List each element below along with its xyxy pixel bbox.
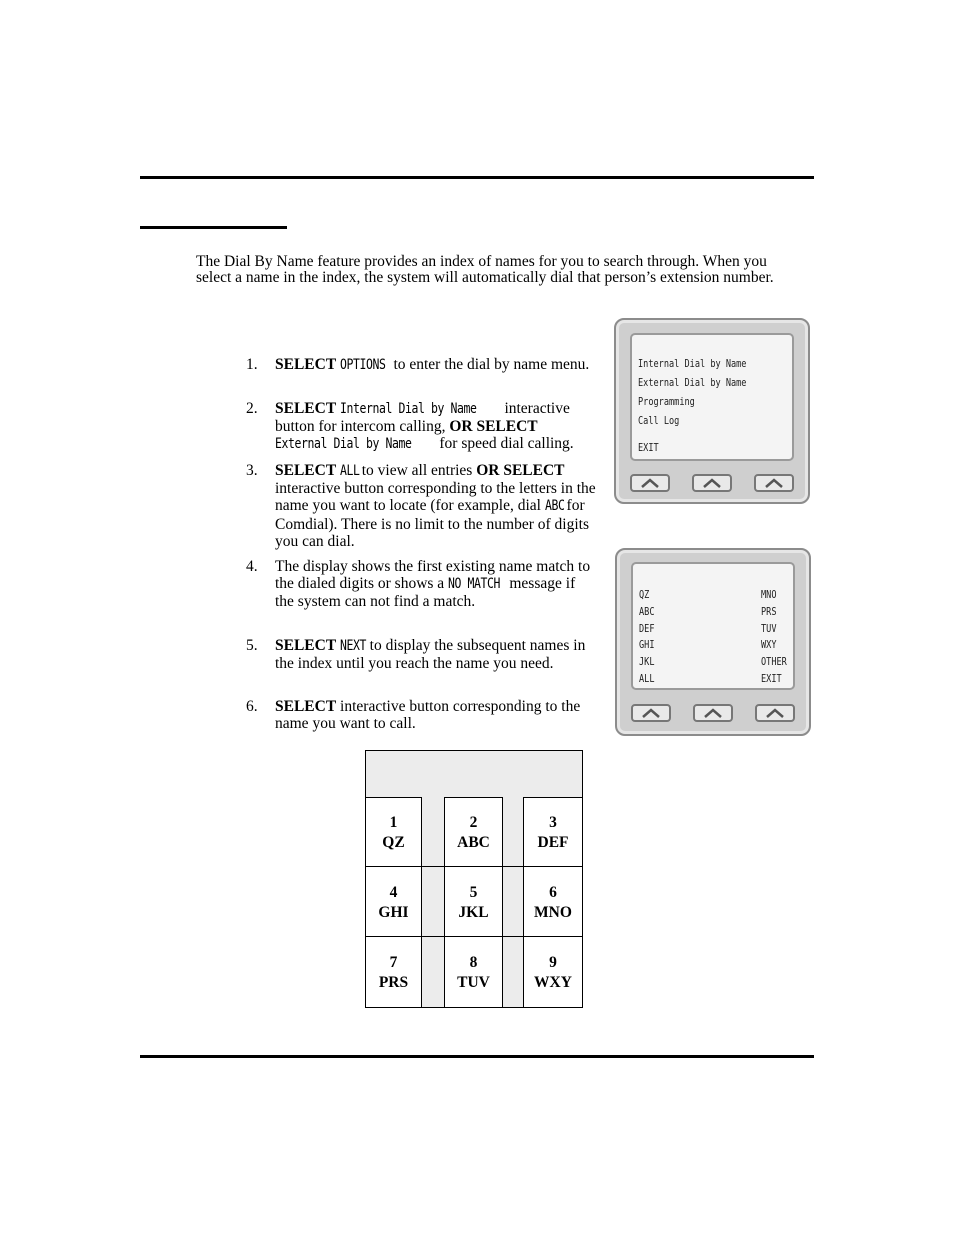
chevron-up-icon [641,707,661,718]
phone-display-menu [614,318,810,504]
section-title-rule [140,226,287,229]
display-label: OPTIONS [340,357,386,373]
keypad-spacer [422,797,445,867]
step-keyword: SELECT [275,356,337,373]
step-text [275,462,596,550]
letter-group-item[interactable]: TUV [761,622,777,635]
display-label: NO MATCH [448,576,501,593]
key-number: 2 [469,814,478,831]
key-number: 7 [389,954,398,971]
letter-group-item[interactable]: OTHER [761,655,787,668]
keypad-table [365,750,583,1008]
letter-group-item[interactable]: QZ [639,588,650,601]
display-label: NEXT [340,638,367,654]
menu-item[interactable]: Internal Dial by Name [638,357,747,370]
keypad-cell-6 [524,867,582,937]
step-text [275,558,596,611]
letter-group-item[interactable]: GHI [639,638,655,651]
chevron-up-icon [765,707,785,718]
key-number: 8 [469,954,478,971]
letter-group-item[interactable]: DEF [639,622,655,635]
keypad-spacer [422,937,445,1007]
keypad-cell-4 [366,867,422,937]
key-number: 3 [549,814,557,831]
keypad-cell-2 [445,797,503,867]
key-number: 1 [389,814,398,831]
lcd-screen [631,562,795,690]
keypad-spacer [503,797,524,867]
display-label: Internal Dial by Name [340,401,477,417]
step-number: 6. [246,698,258,715]
key-letters: QZ [382,834,405,851]
softkey-button[interactable] [754,474,794,492]
letter-group-item[interactable]: EXIT [761,672,782,685]
keypad-cell-3 [524,797,582,867]
step-text [275,400,596,454]
header-rule [140,176,814,179]
step-number: 4. [246,558,258,575]
softkey-button[interactable] [692,474,732,492]
keypad-cell-5 [445,867,503,937]
key-letters: PRS [378,974,409,991]
keypad-table-header [366,751,582,798]
letter-group-item[interactable]: WXY [761,638,777,651]
step-text-run: interactive button for intercom calling, [275,400,570,436]
step-text [275,637,596,672]
key-letters: JKL [458,904,489,921]
lcd-screen [630,333,794,461]
keypad-cell-8 [445,937,503,1007]
step-text-run: for speed dial calling. [435,435,574,453]
keypad-spacer [503,867,524,937]
softkey-button[interactable] [631,704,671,722]
letter-group-item[interactable]: ALL [639,672,655,685]
intro-paragraph: The Dial By Name feature provides an index of names for you to search through. When you select a name in the index, the system will automatically dial that person’s extension number. [196,253,774,286]
keypad-cell-9 [524,937,582,1007]
keypad-spacer [503,937,524,1007]
step-5 [246,637,596,672]
menu-item[interactable]: EXIT [638,441,659,454]
step-keyword: OR SELECT [449,418,538,436]
step-6 [246,698,596,732]
step-text-run: interactive button corresponding to the name you want to call. [275,698,581,733]
chevron-up-icon [703,707,723,718]
step-keyword: SELECT [275,462,337,479]
step-4 [246,558,596,611]
softkey-button[interactable] [755,704,795,722]
step-number: 3. [246,462,258,479]
key-letters: TUV [457,974,490,991]
menu-item[interactable]: Programming [638,395,695,408]
key-number: 5 [469,884,478,901]
step-number: 1. [246,356,258,373]
step-keyword: OR SELECT [476,462,565,479]
step-keyword: SELECT [275,698,337,715]
key-letters: DEF [537,834,569,851]
chevron-up-icon [640,477,660,488]
chevron-up-icon [702,477,722,488]
step-keyword: SELECT [275,400,337,417]
display-label: External Dial by Name [275,436,412,453]
step-text-run: to enter the dial by name menu. [389,356,590,373]
key-letters: ABC [457,834,490,851]
softkey-button[interactable] [693,704,733,722]
key-number: 6 [549,884,557,901]
footer-rule [140,1055,814,1058]
key-number: 4 [389,884,398,901]
menu-item[interactable]: External Dial by Name [638,376,747,389]
letter-group-item[interactable]: ABC [639,605,655,618]
step-2 [246,400,596,454]
letter-group-item[interactable]: JKL [639,655,655,668]
step-text-run: The display shows the first existing name match to the dialed digits or shows a [275,558,591,593]
step-number: 2. [246,400,258,417]
keypad-spacer [422,867,445,937]
key-number: 9 [549,954,557,971]
chevron-up-icon [764,477,784,488]
step-text-run: for Comdial). There is no limit to the number of digits you can dial. [275,497,589,550]
keypad-cell-1 [366,797,422,867]
step-text-run: to display the subsequent names in the index until you reach the name you need. [275,637,586,673]
step-number: 5. [246,637,258,654]
step-keyword: SELECT [275,637,337,654]
key-letters: GHI [378,904,409,921]
key-letters: MNO [534,904,572,921]
letter-group-item[interactable]: MNO [761,588,777,601]
step-text-run: message if the system can not find a match. [275,575,576,611]
letter-group-item[interactable]: PRS [761,605,777,618]
step-text-run: to view all entries [357,462,477,479]
step-3 [246,462,596,550]
phone-display-letters [615,548,811,736]
display-label: ABC [544,498,565,515]
menu-item[interactable]: Call Log [638,414,680,427]
step-text [275,698,596,732]
step-text-run: interactive button corresponding to the letters in the name you want to locate (for example, dial [275,480,596,515]
key-letters: WXY [534,974,572,991]
keypad-cell-7 [366,937,422,1007]
step-1 [246,356,596,374]
display-label: ALL [340,463,360,479]
softkey-button[interactable] [630,474,670,492]
step-text [275,356,596,374]
